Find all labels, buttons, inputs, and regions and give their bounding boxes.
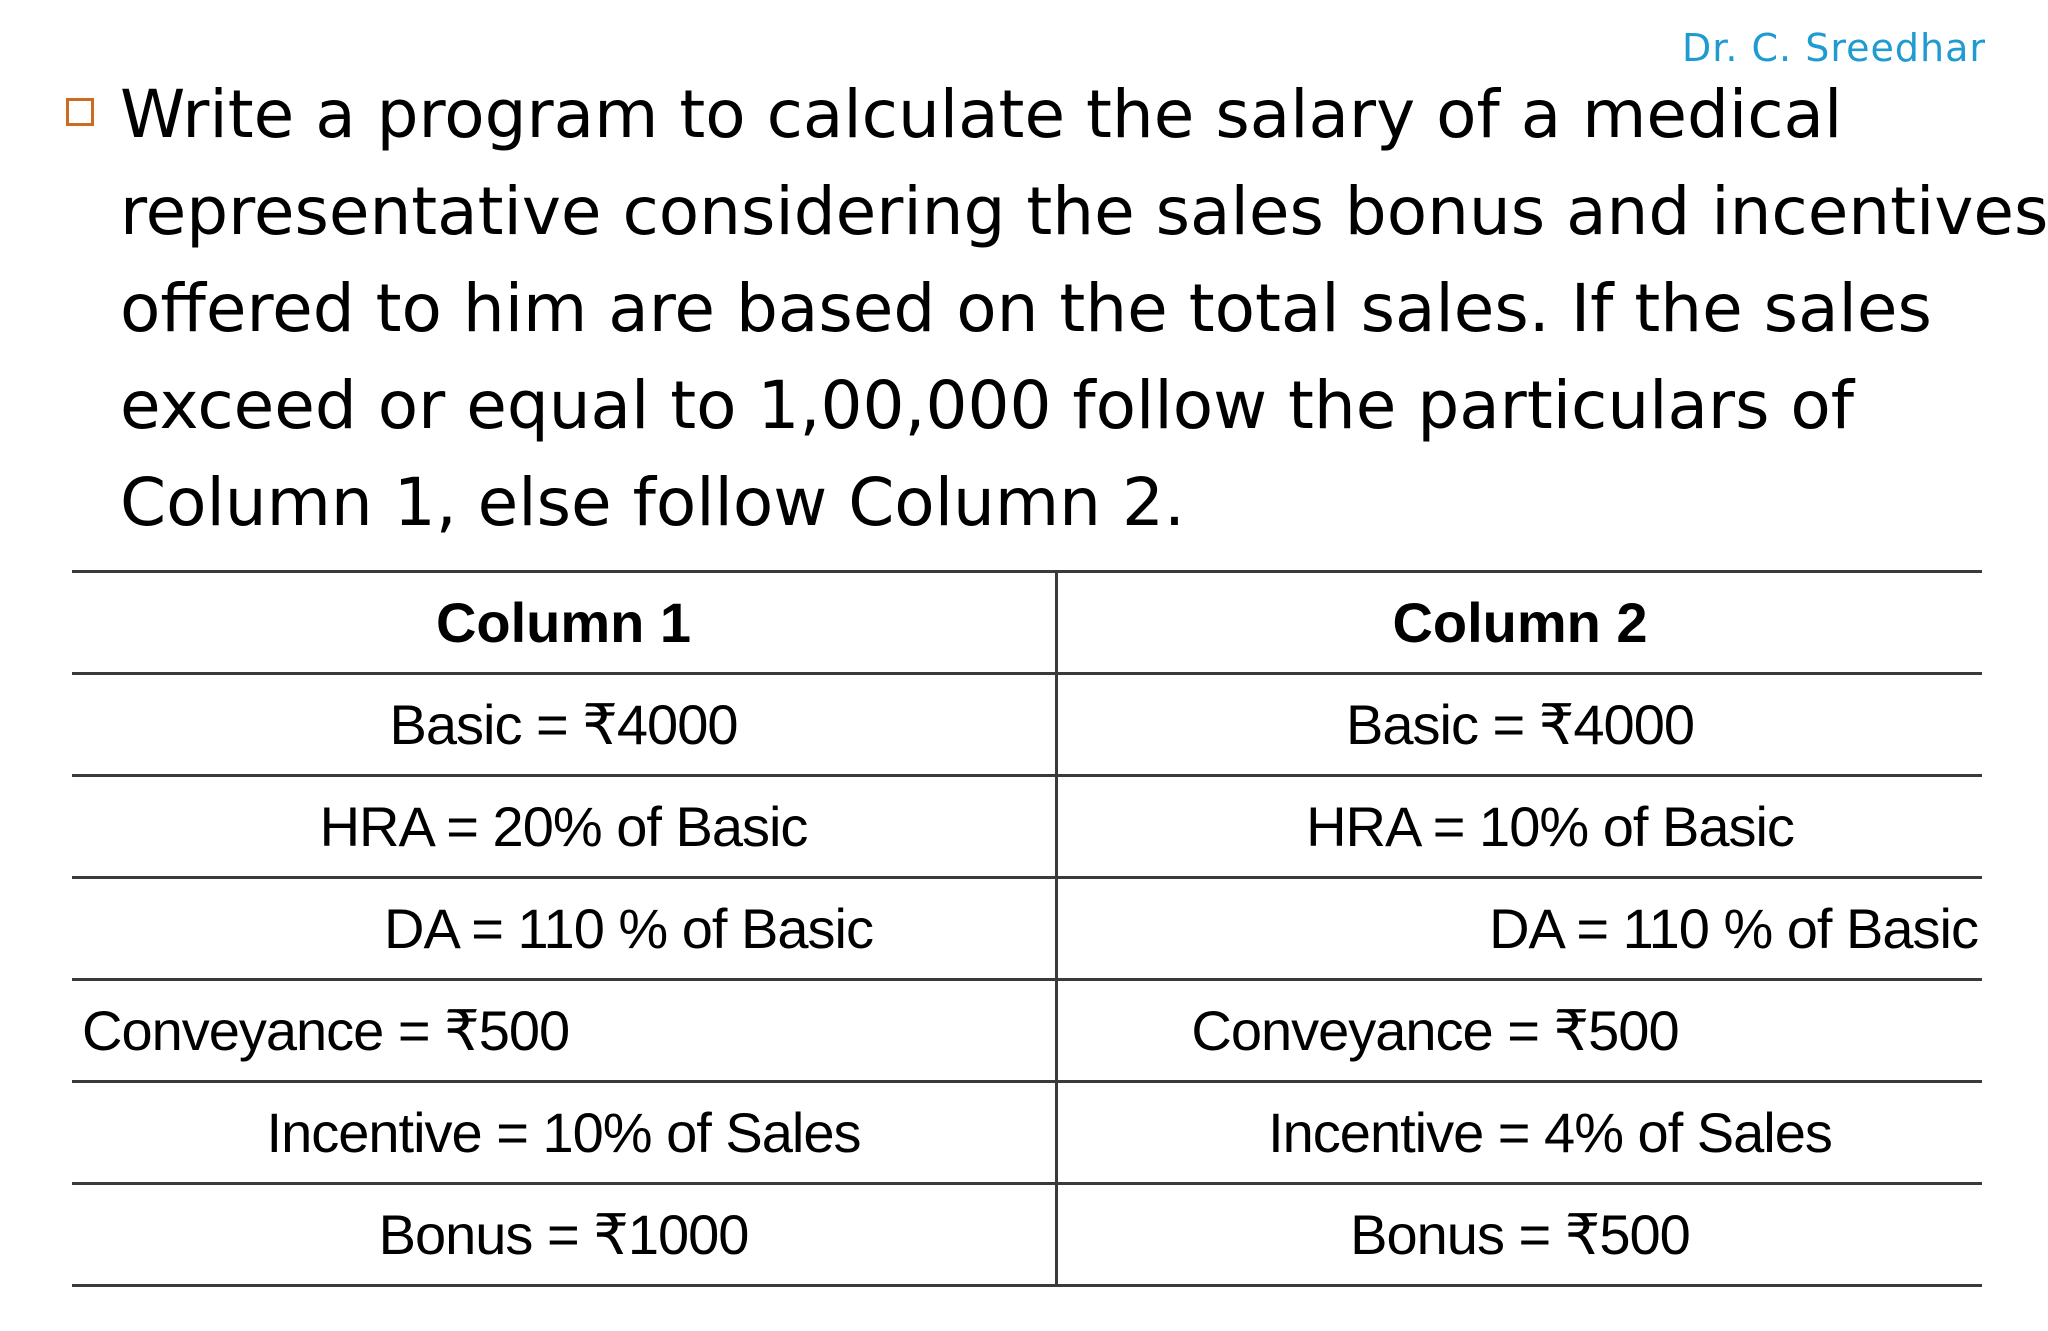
question-line: Write a program to calculate the salary of a medical [120, 76, 1843, 153]
salary-table-container [72, 570, 1982, 1287]
column-1-cell: Bonus = ₹1000 [72, 1184, 1057, 1286]
column-1-cell: Incentive = 10% of Sales [72, 1082, 1057, 1184]
question-text [120, 66, 2048, 551]
question-line: exceed or equal to 1,00,000 follow the particulars of [120, 367, 1855, 444]
table-row-hra [72, 776, 1982, 878]
hollow-square-bullet-icon [66, 98, 94, 126]
table-row-bonus [72, 1184, 1982, 1286]
question-line: Column 1, else follow Column 2. [120, 464, 1185, 541]
column-2-cell: Incentive = 4% of Sales [1057, 1082, 1983, 1184]
table-row-basic [72, 674, 1982, 776]
table-header-row [72, 572, 1982, 674]
column-1-header: Column 1 [72, 572, 1057, 674]
table-row-da [72, 878, 1982, 980]
question-line: representative considering the sales bonus and incentives [120, 173, 2048, 250]
column-1-cell: DA = 110 % of Basic [72, 878, 1057, 980]
salary-table [72, 570, 1982, 1287]
column-2-cell: Conveyance = ₹500 [1057, 980, 1983, 1082]
column-2-cell: Bonus = ₹500 [1057, 1184, 1983, 1286]
column-2-header: Column 2 [1057, 572, 1983, 674]
column-1-cell: HRA = 20% of Basic [72, 776, 1057, 878]
column-1-cell: Conveyance = ₹500 [72, 980, 1057, 1082]
table-row-incentive [72, 1082, 1982, 1184]
question-line: offered to him are based on the total sales. If the sales [120, 270, 1932, 347]
column-2-cell: Basic = ₹4000 [1057, 674, 1983, 776]
column-2-cell: HRA = 10% of Basic [1057, 776, 1983, 878]
author-label: Dr. C. Sreedhar [1681, 26, 1986, 70]
column-2-cell: DA = 110 % of Basic [1057, 878, 1983, 980]
column-1-cell: Basic = ₹4000 [72, 674, 1057, 776]
table-row-conveyance [72, 980, 1982, 1082]
